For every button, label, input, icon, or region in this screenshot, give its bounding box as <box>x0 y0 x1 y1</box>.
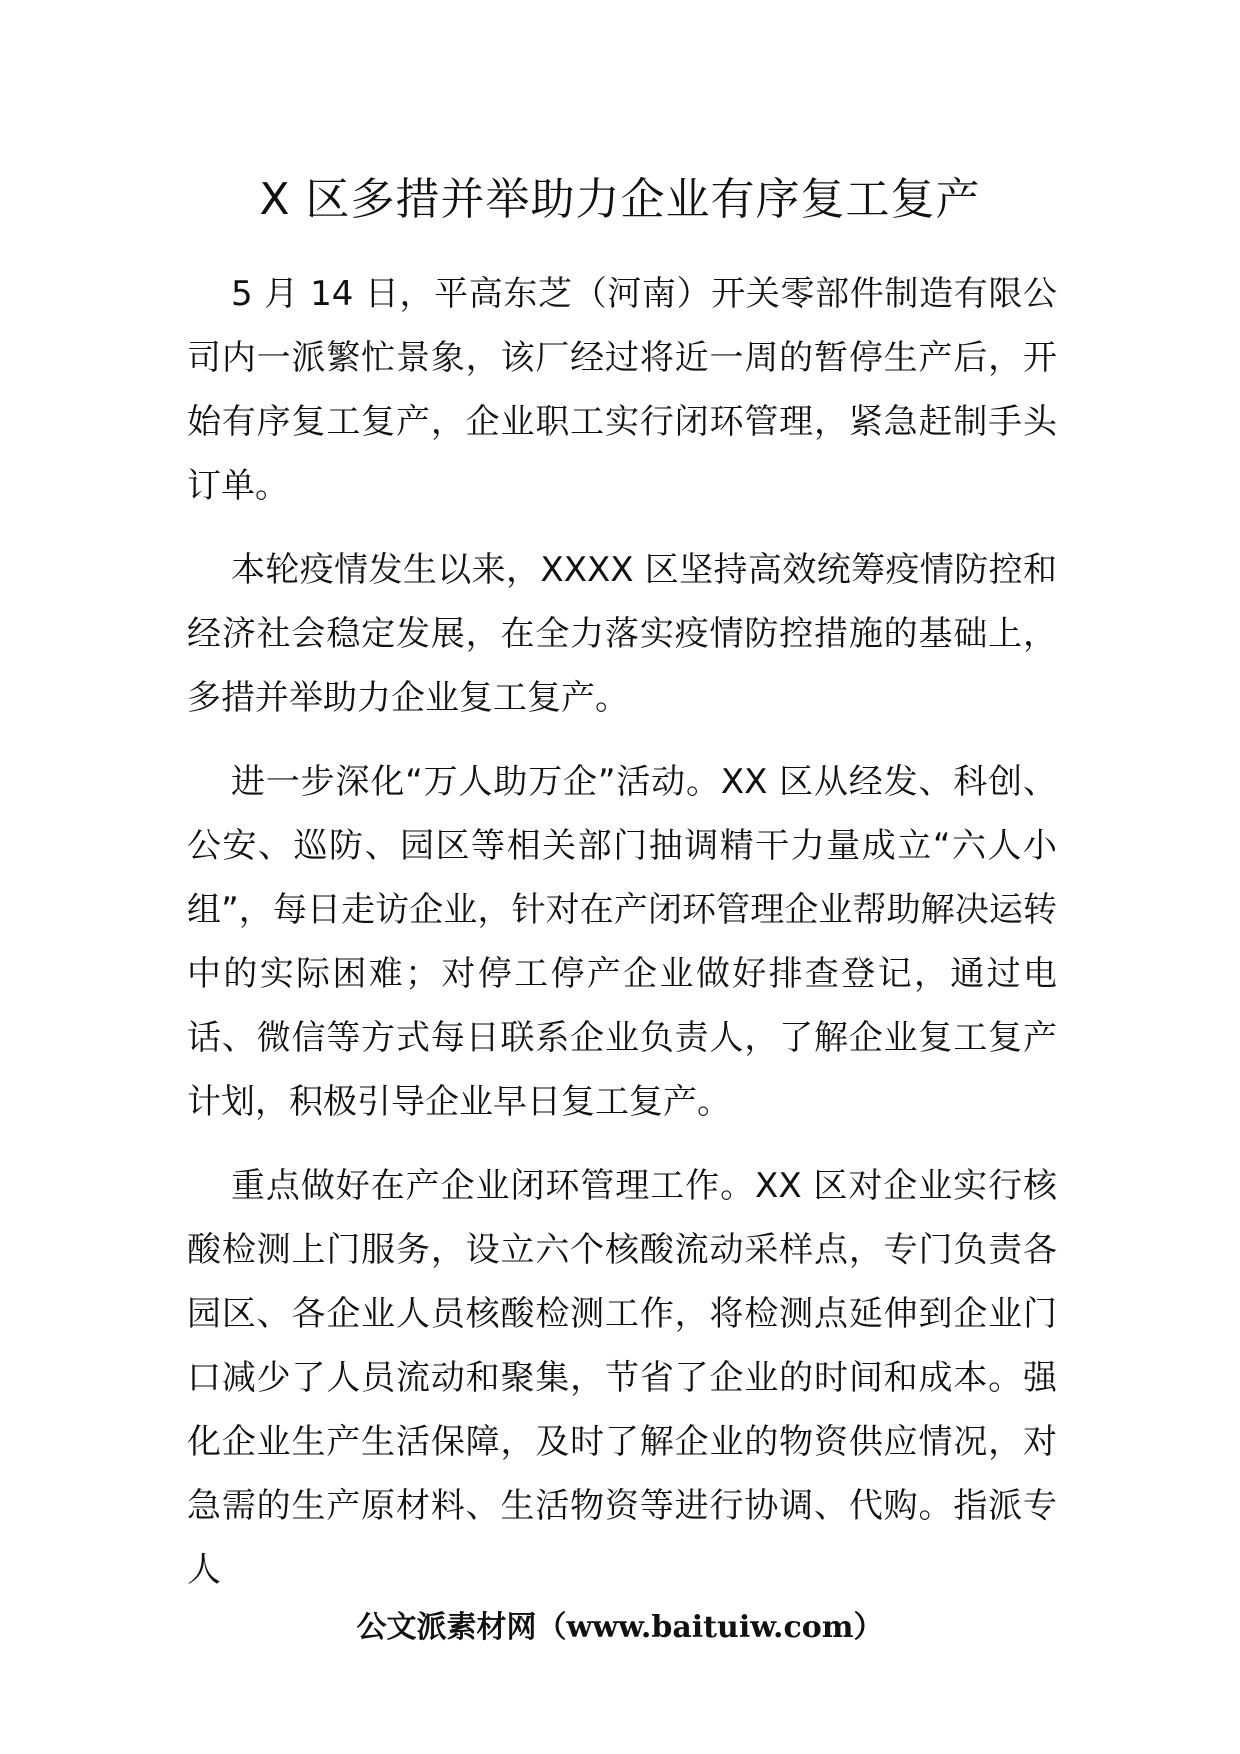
paragraph-4: 重点做好在产企业闭环管理工作。XX 区对企业实行核酸检测上门服务，设立六个核酸流动采样点，专门负责各园区、各企业人员核酸检测工作，将检测点延伸到企业门口减少了人员流动和聚集，节省了企业的时间和成本。强化企业生产生活保障，及时了解企业的物资供应情况，对急需的生产原材料、生活物资等进行协调、代购。指派专人 <box>187 1166 1057 1590</box>
document-title: X 区多措并举助力企业有序复工复产 <box>259 174 981 225</box>
document-body <box>187 262 1057 1622</box>
footer-watermark: 公文派素材网（www.baituiw.com） <box>356 1610 884 1645</box>
paragraph-3: 进一步深化“万人助万企”活动。XX 区从经发、科创、公安、巡防、园区等相关部门抽调精干力量成立“六人小组”，每日走访企业，针对在产闭环管理企业帮助解决运转中的实际困难；对停工停产企业做好排查登记，通过电话、微信等方式每日联系企业负责人，了解企业复工复产计划，积极引导企业早日复工复产。 <box>187 762 1057 1122</box>
paragraph-2: 本轮疫情发生以来，XXXX 区坚持高效统筹疫情防控和经济社会稳定发展，在全力落实疫情防控措施的基础上，多措并举助力企业复工复产。 <box>187 550 1057 718</box>
paragraph-1: 5 月 14 日，平高东芝（河南）开关零部件制造有限公司内一派繁忙景象，该厂经过将近一周的暂停生产后，开始有序复工复产，企业职工实行闭环管理，紧急赶制手头订单。 <box>187 274 1057 506</box>
